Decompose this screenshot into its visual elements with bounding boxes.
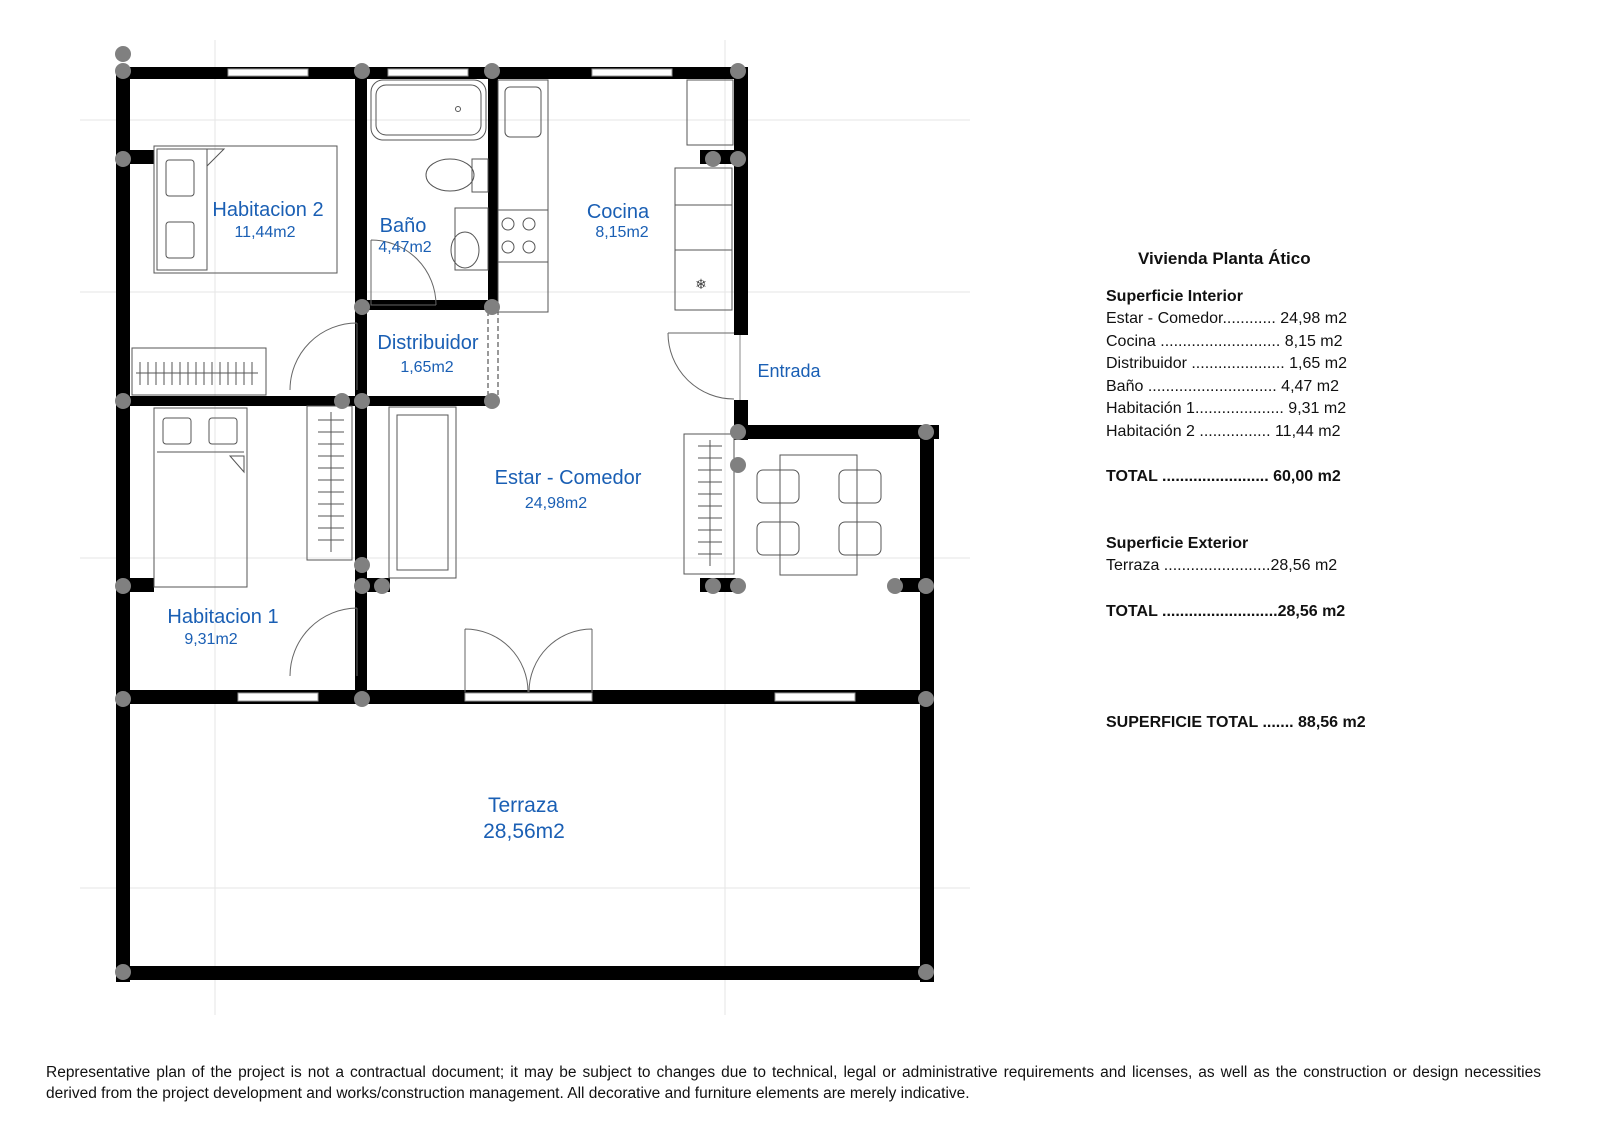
interior-heading: Superficie Interior bbox=[1106, 288, 1243, 305]
furniture bbox=[132, 80, 881, 587]
exterior-row: Terraza ........................28,56 m2 bbox=[1106, 557, 1338, 574]
room-area-cocina: 8,15m2 bbox=[595, 224, 649, 241]
entrance-opening bbox=[733, 335, 749, 400]
room-area-bano: 4,47m2 bbox=[378, 239, 432, 256]
sliding-door bbox=[488, 312, 498, 396]
room-area-terraza: 28,56m2 bbox=[483, 820, 565, 843]
interior-row: Distribuidor ..................... 1,65 m2 bbox=[1106, 355, 1347, 372]
room-name-entrada: Entrada bbox=[757, 361, 821, 381]
room-name-habitacion-1: Habitacion 1 bbox=[167, 606, 279, 628]
exterior-total: TOTAL ..........................28,56 m2 bbox=[1106, 602, 1346, 620]
interior-row: Habitación 2 ................ 11,44 m2 bbox=[1106, 422, 1341, 440]
disclaimer-text: Representative plan of the project is not a contractual document; it may be subject to changes due to technical, legal or administrative requirements and licenses, as well as the construction or design necessities derived from the project development and works/construction management. All decorative and furniture elements are merely indicative. bbox=[46, 1064, 1541, 1102]
room-name-habitacion-2: Habitacion 2 bbox=[212, 199, 324, 221]
interior-total: TOTAL ........................ 60,00 m2 bbox=[1106, 468, 1341, 485]
grand-total: SUPERFICIE TOTAL ....... 88,56 m2 bbox=[1106, 713, 1366, 731]
grid-lines bbox=[80, 40, 970, 1015]
interior-row: Habitación 1.................... 9,31 m2 bbox=[1106, 400, 1347, 417]
legend-title: Vivienda Planta Ático bbox=[1138, 249, 1311, 268]
exterior-heading: Superficie Exterior bbox=[1106, 535, 1249, 552]
interior-row: Estar - Comedor............ 24,98 m2 bbox=[1106, 310, 1347, 327]
room-name-bano: Baño bbox=[379, 215, 427, 237]
room-name-distribuidor: Distribuidor bbox=[377, 332, 479, 354]
room-name-estar-comedor: Estar - Comedor bbox=[494, 467, 642, 489]
room-area-distribuidor: 1,65m2 bbox=[400, 359, 454, 376]
room-name-terraza: Terraza bbox=[487, 794, 559, 817]
fridge-icon: ❄ bbox=[695, 277, 707, 293]
interior-row: Baño ............................. 4,47 m2 bbox=[1106, 377, 1339, 395]
room-area-estar-comedor: 24,98m2 bbox=[524, 495, 588, 512]
surface-legend bbox=[1106, 247, 1406, 734]
room-area-habitacion-2: 11,44m2 bbox=[234, 224, 296, 241]
room-name-cocina: Cocina bbox=[586, 201, 650, 223]
windows bbox=[228, 69, 855, 701]
interior-row: Cocina ........................... 8,15 m2 bbox=[1106, 332, 1343, 350]
room-area-habitacion-1: 9,31m2 bbox=[184, 631, 238, 648]
